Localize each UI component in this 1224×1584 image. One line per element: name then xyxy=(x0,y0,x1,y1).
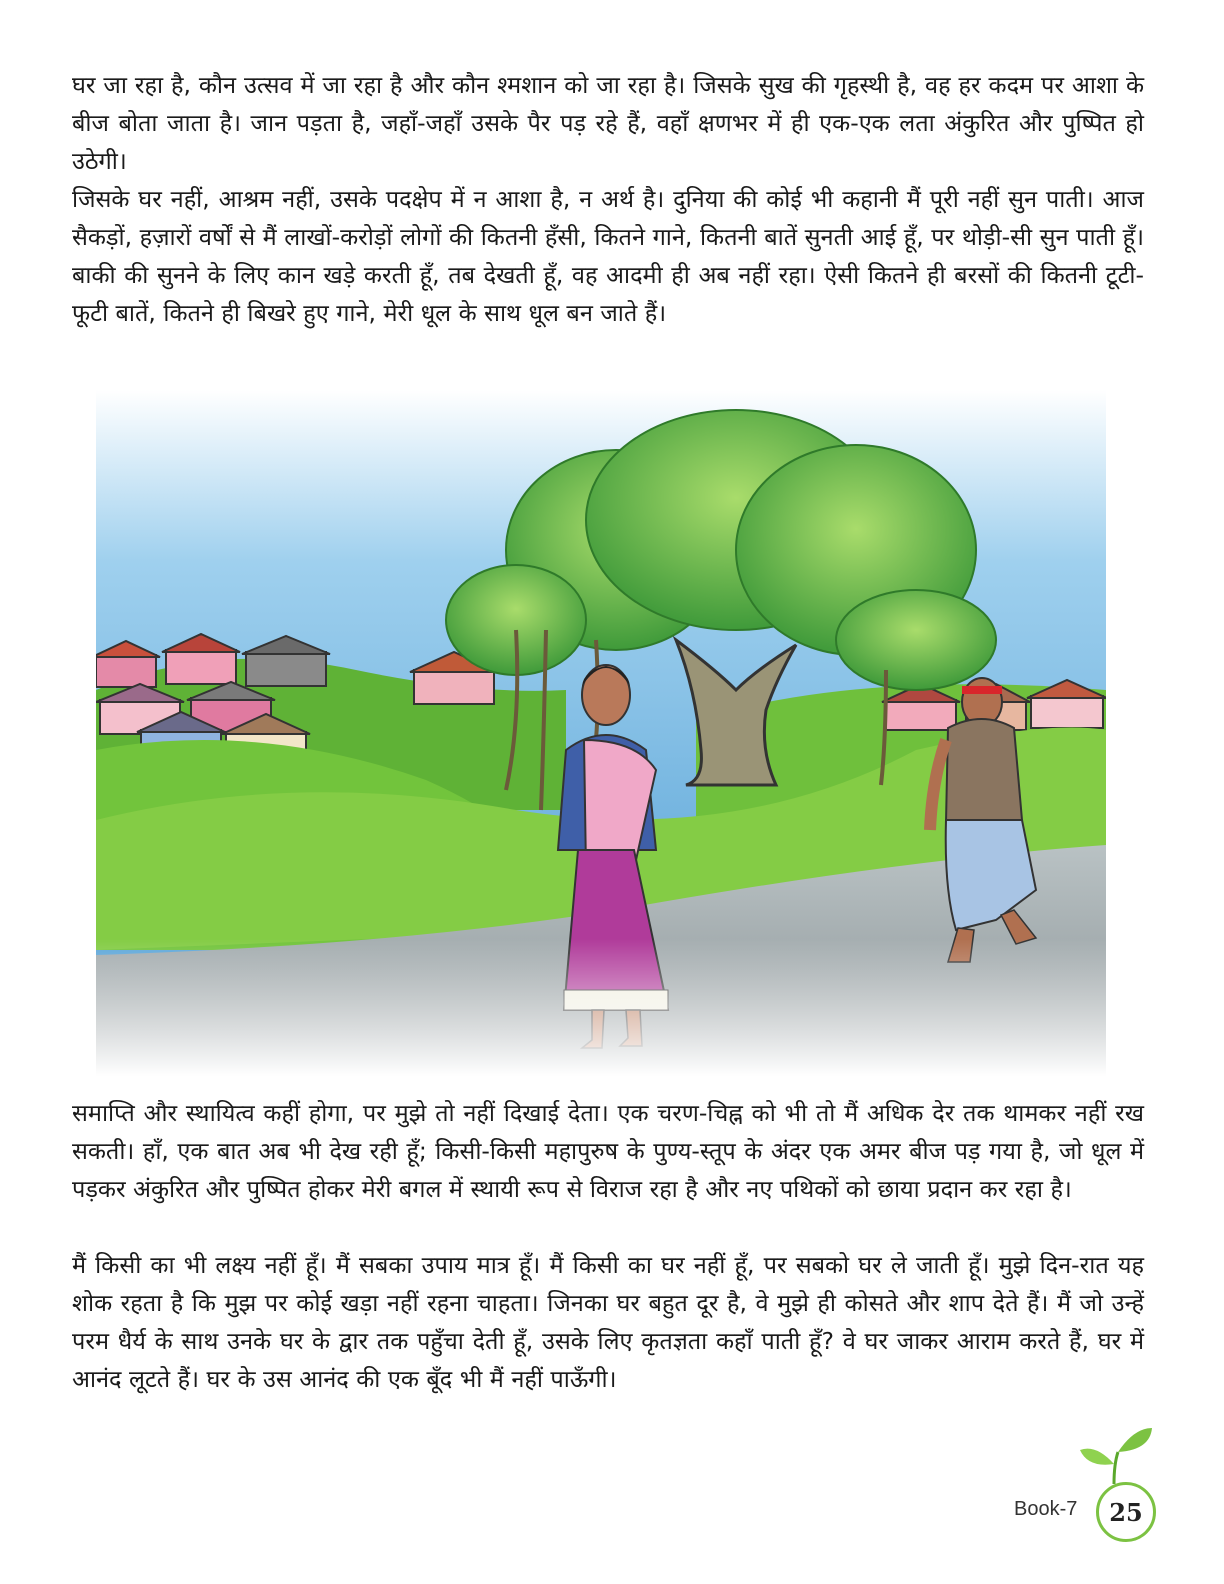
leaf-icon xyxy=(1074,1424,1154,1488)
paragraph-4: मैं किसी का भी लक्ष्य नहीं हूँ। मैं सबका उपाय मात्र हूँ। मैं किसी का घर नहीं हूँ, पर सबको घर ले जाती हूँ। मुझे दिन-रात यह शोक रहता है कि मुझ पर कोई खड़ा नहीं रहना चाहता। जिनका घर बहुत दूर है, वे मुझे ही कोसते और शाप देते हैं। मैं जो उन्हें परम धैर्य के साथ उनके घर के द्वार तक पहुँचा देती हूँ, उसके लिए कृतज्ञता कहाँ पाती हूँ? वे घर जाकर आराम करते हैं, घर में आनंद लूटते हैं। घर के उस आनंद की एक बूँद भी मैं नहीं पाऊँगी। xyxy=(72,1251,1144,1393)
book-label: Book-7 xyxy=(1014,1498,1078,1520)
page-number: 25 xyxy=(1109,1497,1143,1527)
story-illustration xyxy=(96,390,1106,1076)
paragraph-3: समाप्ति और स्थायित्व कहीं होगा, पर मुझे तो नहीं दिखाई देता। एक चरण-चिह्न को भी तो मैं अधिक देर तक थामकर नहीं रख सकती। हाँ, एक बात अब भी देख रही हूँ; किसी-किसी महापुरुष के पुण्य-स्तूप के अंदर एक अमर बीज पड़ गया है, जो धूल में पड़कर अंकुरित और पुष्पित होकर मेरी बगल में स्थायी रूप से विराज रहा है और नए पथिकों को छाया प्रदान कर रहा है। xyxy=(72,1099,1144,1203)
paragraph-2: जिसके घर नहीं, आश्रम नहीं, उसके पदक्षेप में न आशा है, न अर्थ है। दुनिया की कोई भी कहानी मैं पूरी नहीं सुन पाती। आज सैकड़ों, हज़ारों वर्षों से मैं लाखों-करोड़ों लोगों की कितनी हँसी, कितने गाने, कितनी बातें सुनती आई हूँ, पर थोड़ी-सी सुन पाती हूँ। बाकी की सुनने के लिए कान खड़े करती हूँ, तब देखती हूँ, वह आदमी ही अब नहीं रहा। ऐसी कितने ही बरसों की कितनी टूटी-फूटी बातें, कितने ही बिखरे हुए गाने, मेरी धूल के साथ धूल बन जाते हैं। xyxy=(72,185,1144,327)
page-number-badge xyxy=(1096,1482,1156,1542)
paragraph-1: घर जा रहा है, कौन उत्सव में जा रहा है और कौन श्मशान को जा रहा है। जिसके सुख की गृहस्थी है, वह हर कदम पर आशा के बीज बोता जाता है। जान पड़ता है, जहाँ-जहाँ उसके पैर पड़ रहे हैं, वहाँ क्षणभर में ही एक-एक लता अंकुरित और पुष्पित हो उठेगी। xyxy=(72,71,1144,175)
